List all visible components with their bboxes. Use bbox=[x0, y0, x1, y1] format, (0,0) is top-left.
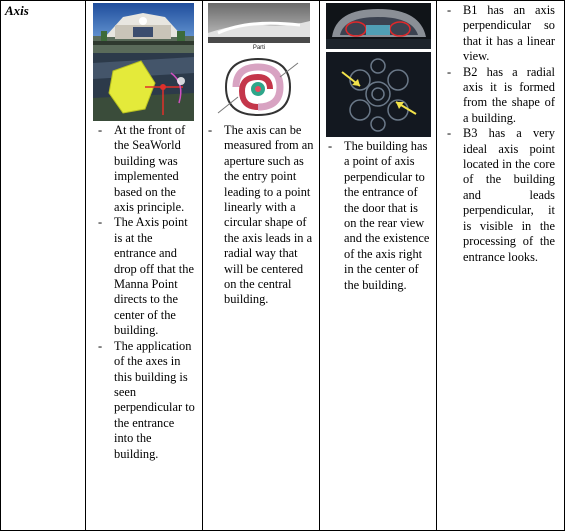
list-item: - The Axis point is at the entrance and drop off that the Manna Point directs to the center of the building. bbox=[92, 215, 196, 338]
col3-bullet-list bbox=[322, 139, 430, 293]
diagram-caption: Parti bbox=[252, 45, 266, 51]
list-item: - The application of the axes in this building is seen perpendicular to the entrance into the building. bbox=[92, 339, 196, 462]
table-border-left bbox=[0, 0, 1, 531]
list-item: - B2 has a radial axis it is formed from the shape of a building. bbox=[441, 65, 555, 127]
parti-diagram bbox=[208, 43, 310, 123]
building-photo-3 bbox=[326, 3, 431, 49]
column-divider bbox=[319, 0, 320, 531]
list-item: - B1 has an axis perpendicular so that it has a linear view. bbox=[441, 3, 555, 65]
list-item: - The axis can be measured from an aperture such as the entry point leading to a point linearly with a circular shape of the axis leads in a radial way that will be centered on the central building. bbox=[202, 123, 314, 308]
row-label: Axis bbox=[5, 3, 29, 18]
col2-bullet-list bbox=[202, 123, 314, 308]
column-divider bbox=[85, 0, 86, 531]
column-divider bbox=[436, 0, 437, 531]
seaworld-site-plan bbox=[93, 53, 194, 121]
col1-bullet-list bbox=[92, 123, 196, 462]
building-photo-2 bbox=[208, 3, 310, 43]
floor-plan-image bbox=[326, 52, 431, 137]
seaworld-front-photo bbox=[93, 3, 194, 53]
list-item: - B3 has a very ideal axis point located in the core of the building and leads perpendicular, it is visible in the processing of the entrance looks. bbox=[441, 126, 555, 265]
list-item: - At the front of the SeaWorld building was implemented based on the axis principle. bbox=[92, 123, 196, 215]
list-item: - The building has a point of axis perpendicular to the entrance of the door that is on the rear view and the existence of the axis right in the center of the building. bbox=[322, 139, 430, 293]
col4-bullet-list bbox=[441, 3, 555, 265]
